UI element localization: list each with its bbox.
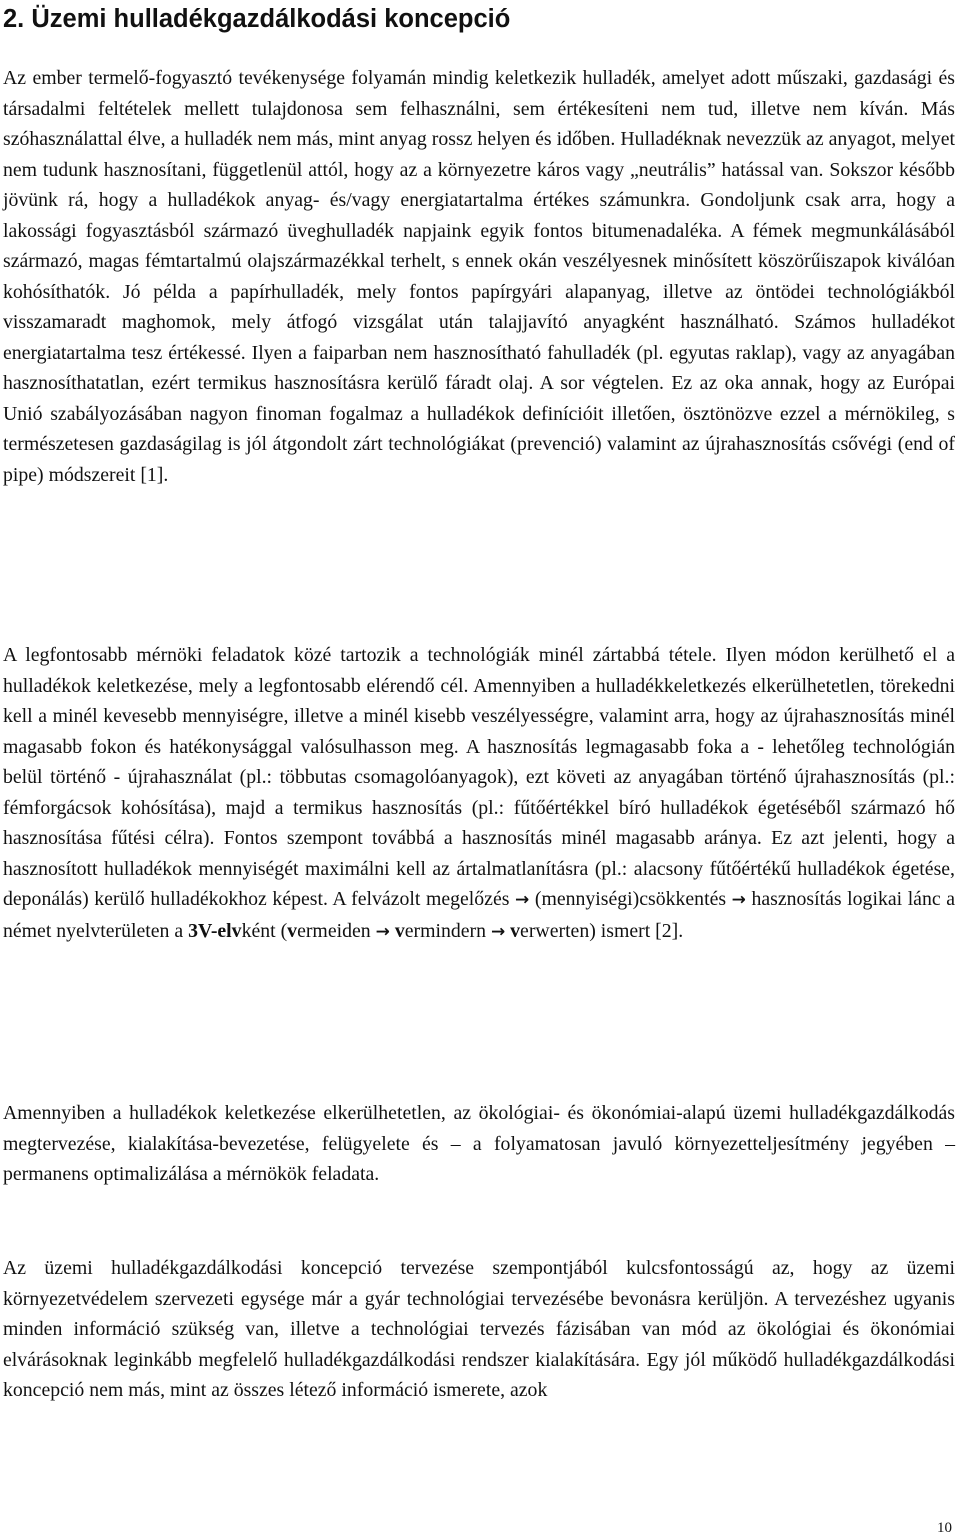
paragraph-waste-management-design: Amennyiben a hulladékok keletkezése elkerülhetetlen, az ökológiai- és ökonómiai-alapú üzemi hulladékgazdálkodás megtervezése, kialakítása-bevezetése, felügyelete és – a folyamatosan javuló környezetteljesítmény jegyében – permanens optimalizálása a mérnökök feladata. [3,1102,955,1185]
term-verwerten: erwerten) ismert [2]. [520,919,684,942]
section-heading: 2. Üzemi hulladékgazdálkodási koncepció [3,5,511,33]
arrow-right-icon: → [515,890,530,910]
initial-v: v [287,919,298,942]
paragraph-text: A legfontosabb mérnöki feladatok közé tartozik a technológiák minél zártabbá tétele. Ilyen módon kerülhető el a hulladékok keletkezése, mely a legfontosabb elérendő cél. Amennyiben a hulladékkeletkezés elkerülhetetlen, törekedni kell a minél kevesebb mennyiségre, illetve a minél kisebb veszélyességre, valamint arra, hogy az újrahasznosítás minél magasabb fokon és hatékonysággal valósulhasson meg. A hasznosítás legmagasabb foka a - lehetőleg technológián belül történő - újrahasználat (pl.: többutas csomagolóanyagok), ezt követi az anyagában történő újrahasznosítás (pl.: fémforgácsok kohósítása), majd a termikus hasznosítás (pl.: fűtőértékkel bíró hulladékok égetéséből származó hő hasznosítása fűtési célra). Fontos szempont továbbá a hasznosítás minél magasabb aránya. Ez azt jelenti, hogy a hasznosított hulladékok mennyiségét maximálni kell az ártalmatlanításra (pl.: alacsony fűtőértékű hulladékok égetése, deponálás) kerülő hulladékokhoz képest. A felvázolt megelőzés [3,644,955,910]
chain-step-reduction: (mennyiségi)csökkentés [534,888,727,910]
chain-step-utilisation: hasznosítás logikai lánc a német nyelvterületen a [3,888,955,942]
paragraph-concept-planning: Az üzemi hulladékgazdálkodási koncepció tervezése szempontjából kulcsfontosságú az, hogy az üzemi környezetvédelem szervezeti egysége már a gyár technológiai tervezésébe bevonásra kerüljön. A tervezéshez ugyanis minden információ szükség van, illetve a technológiai tervezés fázisában van mód az ökológiai és ökonómiai elvárásoknak leginkább megfelelő hulladékgazdálkodási rendszer kialakítására. Egy jól működő hulladékgazdálkodási koncepció nem más, mint az összes létező információ ismerete, azok [3,1257,955,1401]
paragraph-engineering-tasks [3,640,955,947]
paragraph-waste-definition: Az ember termelő-fogyasztó tevékenysége folyamán mindig keletkezik hulladék, amelyet adott műszaki, gazdasági és társadalmi feltételek mellett tulajdonosa sem felhasználni, sem értékesíteni nem tud, illetve nem kíván. Más szóhasználattal élve, a hulladék nem más, mint anyag rossz helyen és időben. Hulladéknak nevezzük az anyagot, melyet nem tudunk hasznosítani, függetlenül attól, hogy az a környezetre káros vagy „neutrális” hatással van. Sokszor később jövünk rá, hogy a hulladékok anyag- és/vagy energiatartalma értékes számunkra. Gondoljunk csak arra, hogy a lakossági fogyasztásból származó üveghulladék napjaink egyik fontos bitumenadaléka. A fémek megmunkálásából származó, magas fémtartalmú olajszármazékkal terhelt, s ennek okán veszélyesnek minősített köszörűiszapok kiválóan kohósíthatók. Jó példa a papírhulladék, mely fontos papírgyári alapanyag, illetve az öntödei technológiákból visszamaradt maghomok, mely átfogó vizsgálat után talajjavító anyagként használható. Számos hulladékot energiatartalma tesz értékessé. Ilyen a faiparban nem hasznosítható fahulladék (pl. egyutas raklap), vagy az anyagában hasznosíthatatlan, ezért termikus hasznosításra kerülő fáradt olaj. A sor végtelen. Ez az oka annak, hogy az Európai Unió szabályozásában nagyon finoman fogalmaz a hulladékok definícióit illetően, ösztönözve ezzel a mérnökileg, s természetesen gazdaságilag is jól átgondolt zárt technológiákat (prevenció) valamint az újrahasznosítás csővégi (end of pipe) módszereit [1]. [3,67,955,486]
term-vermindern: ermindern [404,919,486,942]
arrow-right-icon: → [375,921,390,942]
initial-v: v [394,919,405,942]
term-vermeiden: ermeiden [297,919,371,942]
page-number: 10 [937,1520,952,1536]
paragraph-text: ként ( [241,919,288,942]
arrow-right-icon: → [490,921,506,942]
arrow-right-icon: → [731,890,746,910]
initial-v: v [510,919,521,942]
term-3v-principle: 3V-elv [188,919,242,942]
